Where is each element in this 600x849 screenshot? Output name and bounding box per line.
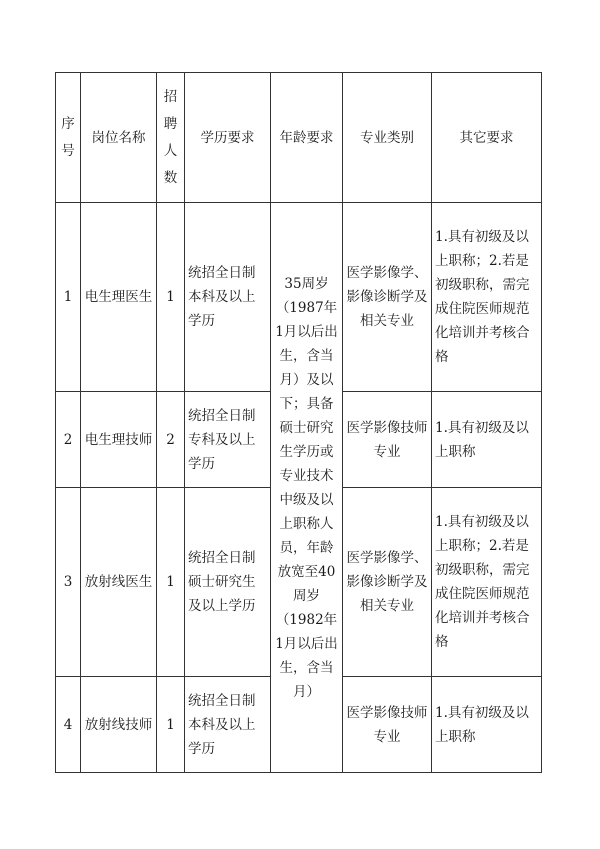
row-seq: 1 <box>56 203 81 392</box>
row-other: 1.具有初级及以上职称 <box>432 392 542 488</box>
row-count: 1 <box>157 677 185 773</box>
row-position: 电生理医生 <box>81 203 157 392</box>
row-position: 放射线技师 <box>81 677 157 773</box>
row-position: 电生理技师 <box>81 392 157 488</box>
row-count: 2 <box>157 392 185 488</box>
row-major: 医学影像技师专业 <box>343 392 432 488</box>
row-major: 医学影像学、影像诊断学及相关专业 <box>343 488 432 677</box>
header-major: 专业类别 <box>343 73 432 203</box>
row-education: 统招全日制本科及以上学历 <box>185 203 271 392</box>
row-count: 1 <box>157 488 185 677</box>
table-row <box>56 203 542 392</box>
header-other: 其它要求 <box>432 73 542 203</box>
header-count: 招聘人数 <box>157 73 185 203</box>
age-requirement-cell: 35周岁（1987年1月以后出生，含当月）及以下；具备硕士研究生学历或专业技术中级及以上职称人员，年龄放宽至40周岁（1982年1月以后出生，含当月） <box>271 203 343 773</box>
row-other: 1.具有初级及以上职称 <box>432 677 542 773</box>
header-row <box>56 73 542 203</box>
row-count: 1 <box>157 203 185 392</box>
row-seq: 2 <box>56 392 81 488</box>
header-age: 年龄要求 <box>271 73 343 203</box>
row-education: 统招全日制硕士研究生及以上学历 <box>185 488 271 677</box>
row-education: 统招全日制专科及以上学历 <box>185 392 271 488</box>
recruitment-table <box>55 72 542 773</box>
row-education: 统招全日制本科及以上学历 <box>185 677 271 773</box>
row-seq: 3 <box>56 488 81 677</box>
header-seq: 序号 <box>56 73 81 203</box>
row-position: 放射线医生 <box>81 488 157 677</box>
row-other: 1.具有初级及以上职称；2.若是初级职称，需完成住院医师规范化培训并考核合格 <box>432 488 542 677</box>
row-major: 医学影像学、影像诊断学及相关专业 <box>343 203 432 392</box>
header-education: 学历要求 <box>185 73 271 203</box>
header-position: 岗位名称 <box>81 73 157 203</box>
row-other: 1.具有初级及以上职称；2.若是初级职称，需完成住院医师规范化培训并考核合格 <box>432 203 542 392</box>
row-seq: 4 <box>56 677 81 773</box>
row-major: 医学影像技师专业 <box>343 677 432 773</box>
